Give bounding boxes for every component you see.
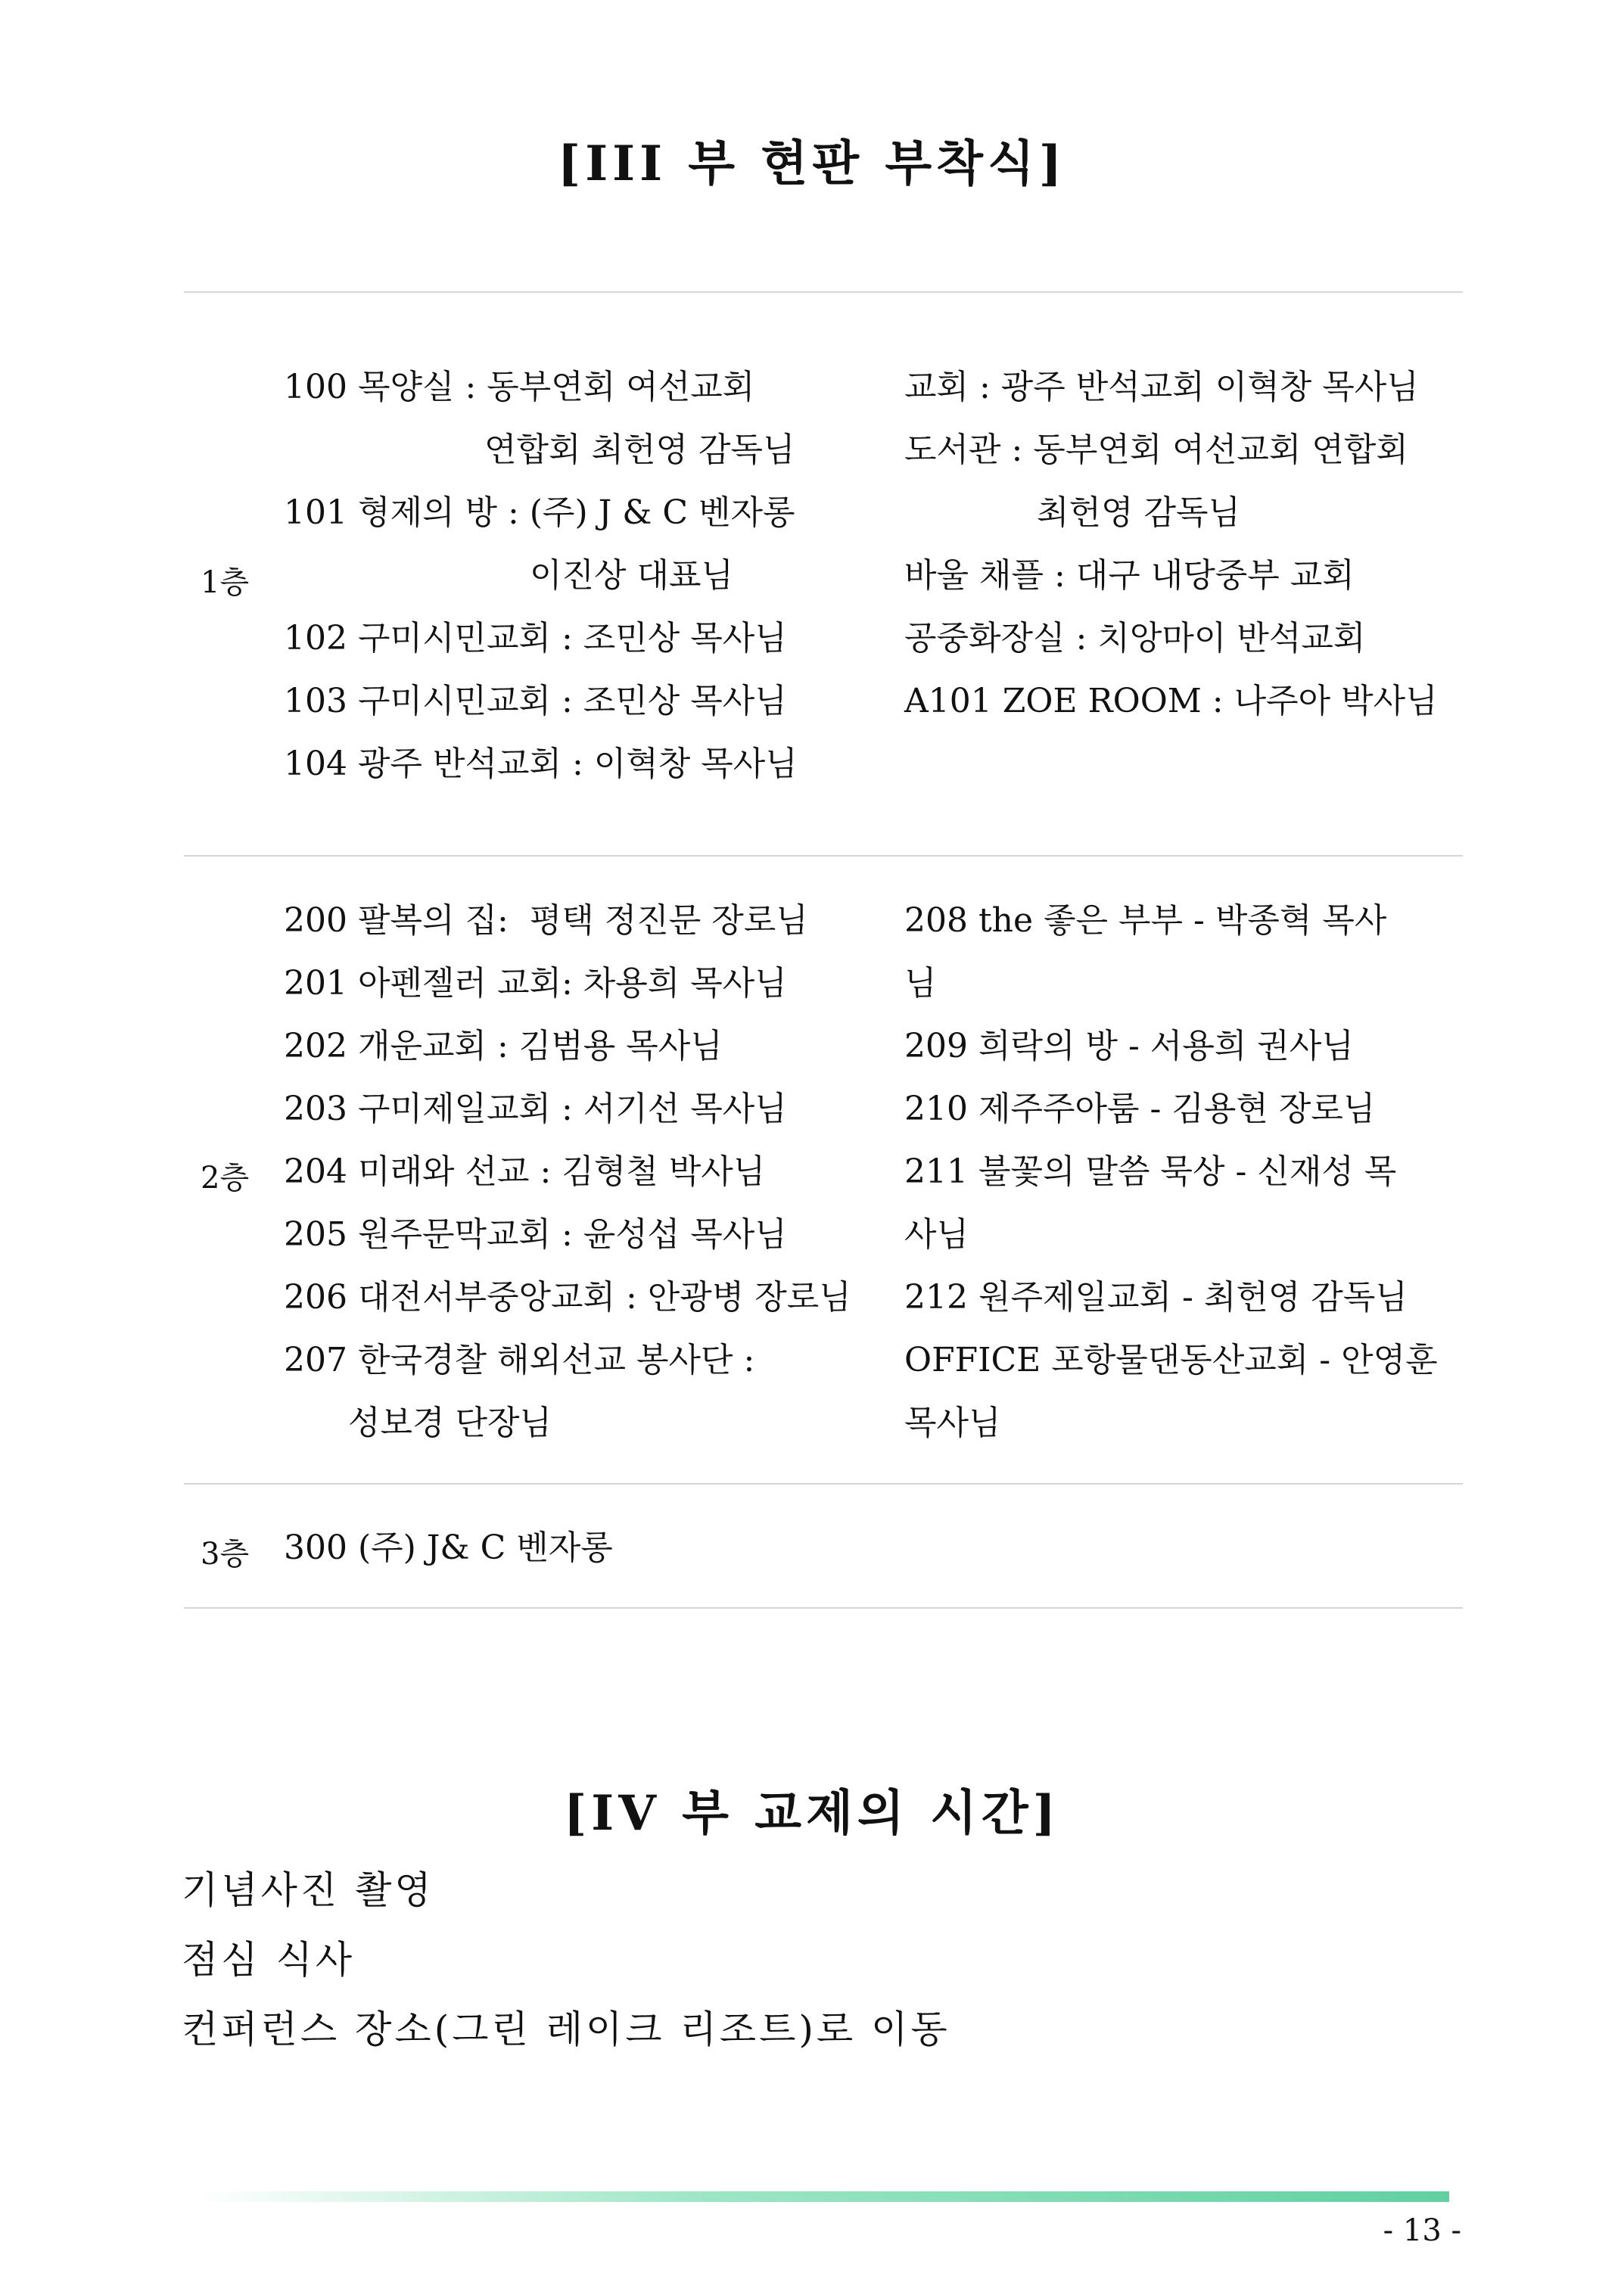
floor2-right-line: 님 [904, 964, 937, 1003]
floor1-left-line: 이진상 대표님 [530, 556, 734, 595]
section4-title: [IV 부 교제의 시간] [564, 1785, 1060, 1842]
floor1-left-line: 102 구미시민교회 : 조민상 목사님 [284, 619, 787, 658]
table-top-rule [184, 291, 1463, 293]
footer-gradient-bar [197, 2191, 1449, 2202]
floor1-left-line: 104 광주 반석교회 : 이혁창 목사님 [284, 745, 798, 783]
floor2-right-line: 211 불꽃의 말씀 묵상 - 신재성 목 [904, 1152, 1397, 1191]
floor2-right-line: 210 제주주아룸 - 김용현 장로님 [904, 1090, 1376, 1128]
floor1-right-line: A101 ZOE ROOM : 나주아 박사님 [904, 682, 1438, 720]
floor3-left-line: 300 (주) J& C 벤자롱 [284, 1528, 613, 1567]
floor2-left-line: 204 미래와 선교 : 김형철 박사님 [284, 1152, 766, 1191]
floor1-bottom-rule [184, 855, 1463, 857]
floor2-right-line: 212 원주제일교회 - 최헌영 감독님 [904, 1278, 1408, 1317]
floor1-left-line: 103 구미시민교회 : 조민상 목사님 [284, 682, 787, 720]
floor1-right-line: 도서관 : 동부연회 여선교회 연합회 [904, 431, 1408, 469]
floor1-label: 1층 [201, 565, 250, 600]
floor2-left-line: 성보경 단장님 [348, 1404, 552, 1442]
floor2-left-line: 207 한국경찰 해외선교 봉사단 : [284, 1341, 755, 1379]
floor2-left-column [284, 889, 889, 1454]
table-bottom-rule [184, 1607, 1463, 1609]
floor3-label: 3층 [201, 1537, 250, 1572]
floor2-bottom-rule [184, 1483, 1463, 1485]
section4-item: 기념사진 촬영 [182, 1868, 434, 1912]
floor3-left-column [284, 1516, 889, 1579]
section4-item: 컨퍼런스 장소(그린 레이크 리조트)로 이동 [182, 2007, 950, 2051]
floor2-left-line: 205 원주문막교회 : 윤성섭 목사님 [284, 1215, 787, 1254]
floor2-right-line: 209 희락의 방 - 서용희 권사님 [904, 1027, 1354, 1065]
floor2-left-line: 201 아펜젤러 교회: 차용희 목사님 [284, 964, 787, 1003]
floor1-left-line: 연합회 최헌영 감독님 [484, 431, 795, 469]
page-number: - 13 - [1383, 2213, 1461, 2248]
floor2-label: 2층 [201, 1161, 250, 1196]
floor1-left-column [284, 356, 889, 795]
floor2-left-line: 203 구미제일교회 : 서기선 목사님 [284, 1090, 787, 1128]
floor1-left-line: 101 형제의 방 : (주) J & C 벤자롱 [284, 493, 795, 532]
floor1-right-column [904, 356, 1457, 732]
floor2-left-line: 202 개운교회 : 김범용 목사님 [284, 1027, 723, 1065]
floor1-right-line: 최헌영 감독님 [1037, 493, 1241, 532]
floor1-right-line: 교회 : 광주 반석교회 이혁창 목사님 [904, 368, 1419, 406]
floor2-right-line: 사님 [904, 1215, 969, 1254]
floor2-right-column [904, 889, 1457, 1454]
section3-title: [III 부 현판 부착식] [557, 135, 1067, 192]
floor2-right-line: OFFICE 포항물댄동산교회 - 안영훈 [904, 1341, 1438, 1379]
floor2-left-line: 206 대전서부중앙교회 : 안광병 장로님 [284, 1278, 851, 1317]
floor1-left-line: 100 목양실 : 동부연회 여선교회 [284, 368, 755, 406]
floor1-right-line: 공중화장실 : 치앙마이 반석교회 [904, 619, 1366, 658]
floor2-right-line: 목사님 [904, 1404, 1001, 1442]
section4-item: 점심 식사 [182, 1938, 356, 1982]
floor2-left-line: 200 팔복의 집: 평택 정진문 장로님 [284, 901, 808, 940]
floor2-right-line: 208 the 좋은 부부 - 박종혁 목사 [904, 901, 1387, 940]
floor1-right-line: 바울 채플 : 대구 내당중부 교회 [904, 556, 1355, 595]
